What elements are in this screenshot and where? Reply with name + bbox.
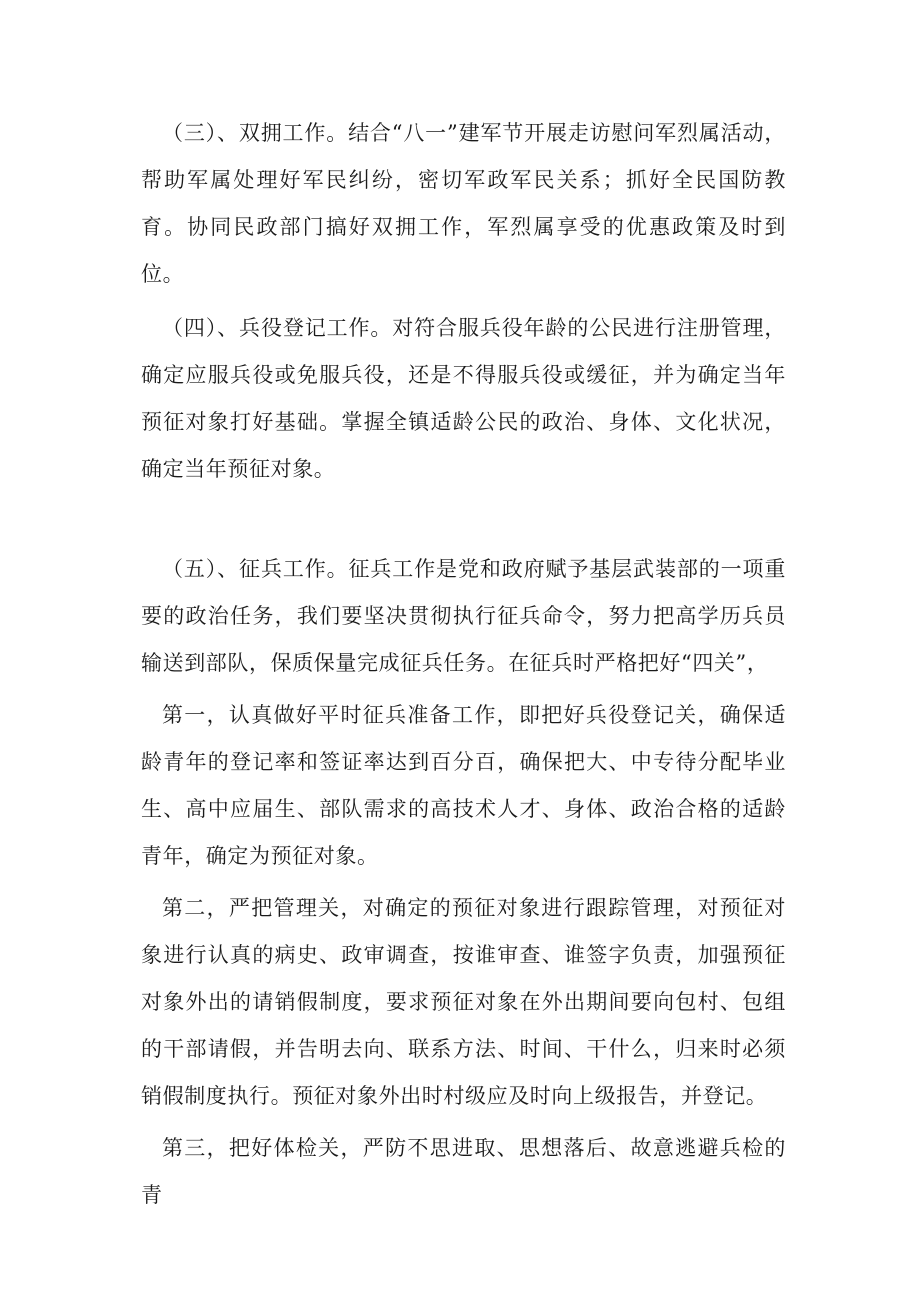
paragraph-first-point: 第一，认真做好平时征兵准备工作，即把好兵役登记关，确保适龄青年的登记率和签证率达到百分百，确保把大、中专待分配毕业生、高中应届生、部队需求的高技术人才、身体、政治合格的适龄青年，确定为预征对象。 — [141, 703, 786, 868]
paragraph-shuangyong: （三）、双拥工作。结合“八一”建军节开展走访慰问军烈属活动，帮助军属处理好军民纠纷，密切军政军民关系；抓好全民国防教育。协同民政部门搞好双拥工作，军烈属享受的优惠政策及时到位。 — [141, 121, 786, 286]
paragraph-bingyi-dengji: （四）、兵役登记工作。对符合服兵役年龄的公民进行注册管理，确定应服兵役或免服兵役，还是不得服兵役或缓征，并为确定当年预征对象打好基础。掌握全镇适龄公民的政治、身体、文化状况，确定当年预征对象。 — [141, 316, 786, 481]
paragraph-second-point: 第二，严把管理关，对确定的预征对象进行跟踪管理，对预征对象进行认真的病史、政审调查，按谁审查、谁签字负责，加强预征对象外出的请销假制度，要求预征对象在外出期间要向包村、包组的干部请假，并告明去向、联系方法、时间、干什么，归来时必须销假制度执行。预征对象外出时村级应及时向上级报告，并登记。 — [141, 896, 786, 1108]
paragraph-zhengbing: （五）、征兵工作。征兵工作是党和政府赋予基层武装部的一项重要的政治任务，我们要坚决贯彻执行征兵命令，努力把高学历兵员输送到部队，保质保量完成征兵任务。在征兵时严格把好“四关”， — [141, 557, 786, 675]
paragraph-third-point: 第三，把好体检关，严防不思进取、思想落后、故意逃避兵检的青 — [141, 1136, 786, 1207]
